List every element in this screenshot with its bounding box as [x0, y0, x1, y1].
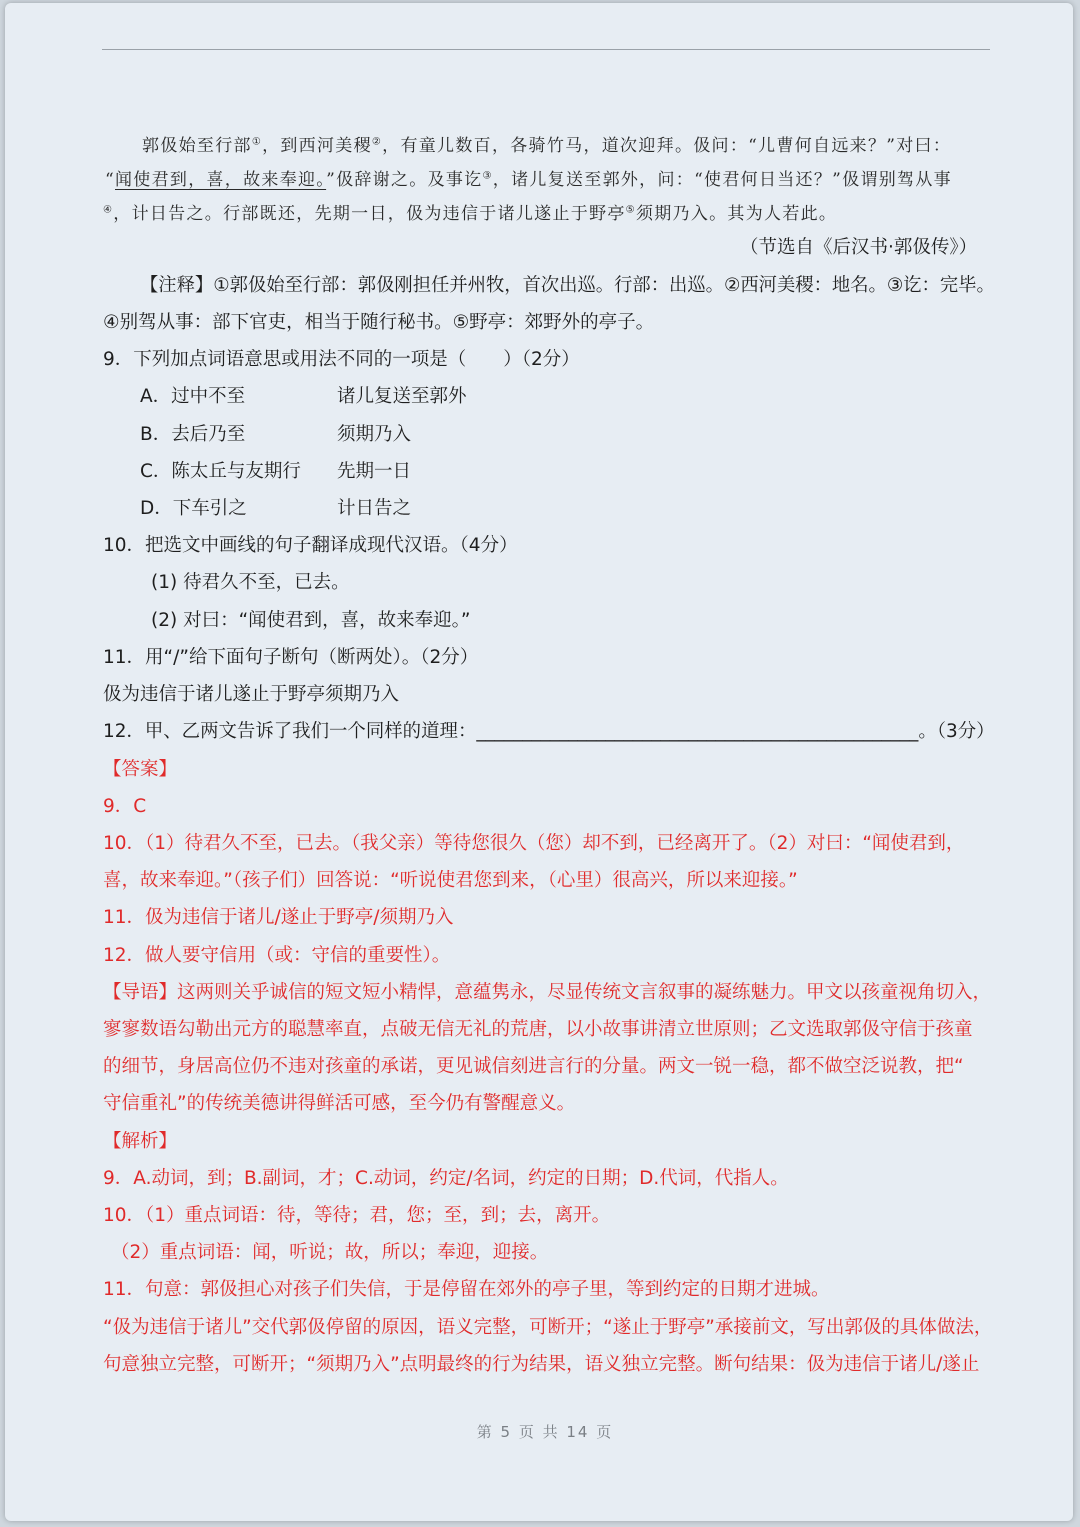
answer-9: 9．C [103, 796, 147, 817]
document-page [5, 3, 1073, 1521]
analysis-10-part-1: 10．（1）重点词语：待，等待；君，您；至，到；去，离开。 [103, 1205, 611, 1226]
underlined-sentence: 闻使君到，喜，故来奉迎。 [115, 170, 327, 190]
analysis-11-line-3: 句意独立完整，可断开；“须期乃入”点明最终的行为结果，语义独立完整。断句结果：伋为违信于诸儿/遂止 [103, 1354, 980, 1375]
page-number: 第 5 页 共 14 页 [476, 1423, 614, 1441]
passage-text: ，诸儿复送至郭外，问：“使君何日当还？”伋谓别驾从事 [492, 170, 952, 190]
analysis-11-line-1: 11．句意：郭伋担心对孩子们失信，于是停留在郊外的亭子里，等到约定的日期才进城。 [103, 1279, 830, 1300]
question-10-part-1: (1) 待君久不至，已去。 [151, 572, 350, 593]
passage-text: “ [105, 170, 115, 190]
guide-line-2: 寥寥数语勾勒出元方的聪慧率直，点破无信无礼的荒唐，以小故事讲清立世原则；乙文选取郭伋守信于孩童 [103, 1019, 973, 1040]
q9-option-c-pair: 先期一日 [337, 461, 412, 482]
answer-10-line-2: 喜，故来奉迎。”（孩子们）回答说：“听说使君您到来，（心里）很高兴，所以来迎接。” [103, 870, 798, 891]
answer-12: 12．做人要守信用（或：守信的重要性）。 [103, 945, 451, 966]
question-12-prompt: 12．甲、乙两文告诉了我们一个同样的道理： [103, 721, 477, 742]
footnote-marker: ③ [482, 170, 493, 182]
passage-text: 郭伋始至行部 [142, 136, 252, 156]
answer-11: 11．伋为违信于诸儿/遂止于野亭/须期乃入 [103, 907, 454, 928]
question-12 [103, 720, 995, 744]
option-label: D．下车引之 [140, 498, 247, 519]
question-11-text: 伋为违信于诸儿遂止于野亭须期乃入 [103, 684, 400, 705]
analysis-11-line-2: “伋为违信于诸儿”交代郭伋停留的原因，语义完整，可断开；“遂止于野亭”承接前文，写出郭伋的具体做法， [103, 1317, 993, 1338]
passage-line-3 [103, 202, 837, 226]
footnote-marker: ② [371, 136, 383, 148]
analysis-10-part-2: （2）重点词语：闻，听说；故，所以；奉迎，迎接。 [111, 1242, 549, 1263]
passage-text: ”伋辞谢之。及事讫 [326, 170, 483, 190]
guide-line-3: 的细节，身居高位仍不违对孩童的承诺，更见诚信刻进言行的分量。两文一锐一稳，都不做空泛说教，把“ [103, 1056, 964, 1077]
passage-text: 须期乃入。其为人若此。 [635, 204, 838, 224]
guide-line-1: 【导语】这两则关乎诚信的短文短小精悍，意蕴隽永，尽显传统文言叙事的凝练魅力。甲文以孩童视角切入， [103, 982, 992, 1003]
q9-option-c [140, 460, 301, 484]
q9-option-a-pair: 诸儿复送至郭外 [337, 386, 467, 407]
footnote-marker: ④ [103, 204, 114, 216]
analysis-header: 【解析】 [103, 1131, 178, 1152]
q9-option-d [140, 497, 247, 521]
answer-10-line-1: 10．（1）待君久不至，已去。（我父亲）等待您很久（您）却不到，已经离开了。（2）对曰：“闻使君到， [103, 833, 965, 854]
answer-blank: ________________________________________________ [476, 721, 919, 742]
passage-line-1 [142, 134, 951, 158]
question-11: 11．用“/”给下面句子断句（断两处）。（2分） [103, 647, 479, 668]
q9-option-b-pair: 须期乃入 [337, 424, 412, 445]
passage-text: ，计日告之。行部既还，先期一日，伋为违信于诸儿遂止于野亭 [113, 204, 626, 224]
answer-header: 【答案】 [103, 759, 178, 780]
passage-source: （节选自《后汉书·郭伋传》） [740, 237, 978, 258]
question-12-score: 。（3分） [918, 721, 995, 742]
header-rule [102, 49, 990, 50]
footnote-marker: ① [251, 136, 263, 148]
notes-line-1: 【注释】①郭伋始至行部：郭伋刚担任并州牧，首次出巡。行部：出巡。②西河美稷：地名。③讫：完毕。 [140, 275, 995, 296]
option-label: C．陈太丘与友期行 [140, 461, 301, 482]
question-10: 10．把选文中画线的句子翻译成现代汉语。（4分） [103, 535, 518, 556]
q9-option-a [140, 385, 245, 409]
q9-option-b [140, 423, 245, 447]
passage-text: ，到西河美稷 [262, 136, 372, 156]
footnote-marker: ⑤ [625, 204, 636, 216]
question-10-part-2: (2) 对曰：“闻使君到，喜，故来奉迎。” [151, 610, 471, 631]
question-9: 9．下列加点词语意思或用法不同的一项是（ ）（2分） [103, 349, 580, 370]
guide-line-4: 守信重礼”的传统美德讲得鲜活可感，至今仍有警醒意义。 [103, 1093, 576, 1114]
q9-option-d-pair: 计日告之 [337, 498, 412, 519]
analysis-9: 9．A.动词，到；B.副词，才；C.动词，约定/名词，约定的日期；D.代词，代指人。 [103, 1168, 789, 1189]
option-label: B．去后乃至 [140, 424, 246, 445]
notes-line-2: ④别驾从事：部下官吏，相当于随行秘书。⑤野亭：郊野外的亭子。 [103, 312, 655, 333]
passage-line-2 [105, 168, 952, 192]
passage-text: ，有童儿数百，各骑竹马，道次迎拜。伋问：“儿曹何自远来？”对曰： [382, 136, 952, 156]
option-label: A．过中不至 [140, 386, 246, 407]
